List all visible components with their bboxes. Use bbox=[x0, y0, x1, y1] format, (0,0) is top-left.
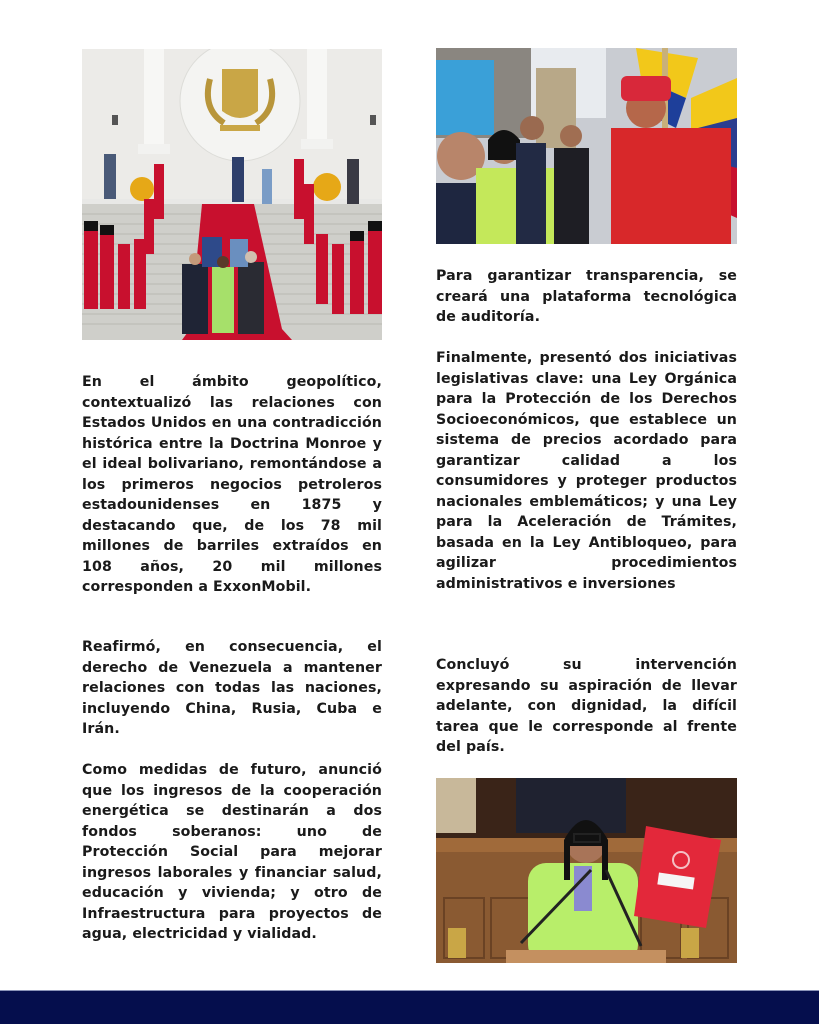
speaker-podium-illustration bbox=[436, 778, 737, 963]
paragraph-geopolitics: En el ámbito geopolítico, contextualizó las relaciones con Estados Unidos en una contradicción histórica entre la Doctrina Monroe y el ideal bolivariano, remontándose a los primeros negocios petroleros estadounidenses en 1875 y destacando que, de los 78 mil millones de barriles extraídos en 108 años, 20 mil millones corresponden a ExxonMobil. bbox=[82, 374, 382, 595]
photo-palace-ceremony bbox=[82, 49, 382, 340]
paragraph-legislative-initiatives: Finalmente, presentó dos iniciativas legislativas clave: una Ley Orgánica para la Protección de los Derechos Socioeconómicos, que establece un sistema de precios acordado para garantizar calidad a los consumidores y proteger productos nacionales emblemáticos; y una Ley para la Aceleración de Trámites, basada en la Ley Antibloqueo, para agilizar procedimientos administrativos e inversiones bbox=[436, 350, 737, 592]
paragraph-sovereign-funds: Como medidas de futuro, anunció que los ingresos de la cooperación energética se destinarán a dos fondos soberanos: uno de Protección Social para mejorar ingresos laborales y financiar salud, educación y vivienda; y otro de Infraestructura para proyectos de agua, electricidad y vialidad. bbox=[82, 762, 382, 942]
paragraph-transparency: Para garantizar transparencia, se creará una plataforma tecnológica de auditoría. bbox=[436, 268, 737, 325]
photo-street-greeting bbox=[436, 48, 737, 244]
palace-ceremony-illustration bbox=[82, 49, 382, 340]
street-greeting-illustration bbox=[436, 48, 737, 244]
paragraph-conclusion: Concluyó su intervención expresando su aspiración de llevar adelante, con dignidad, la difícil tarea que le corresponde al frente del país. bbox=[436, 657, 737, 755]
paragraph-sovereign-relations: Reafirmó, en consecuencia, el derecho de Venezuela a mantener relaciones con todas las naciones, incluyendo China, Rusia, Cuba e Irán. bbox=[82, 639, 382, 737]
photo-speaker-podium bbox=[436, 778, 737, 963]
footer-bar bbox=[0, 990, 819, 1024]
